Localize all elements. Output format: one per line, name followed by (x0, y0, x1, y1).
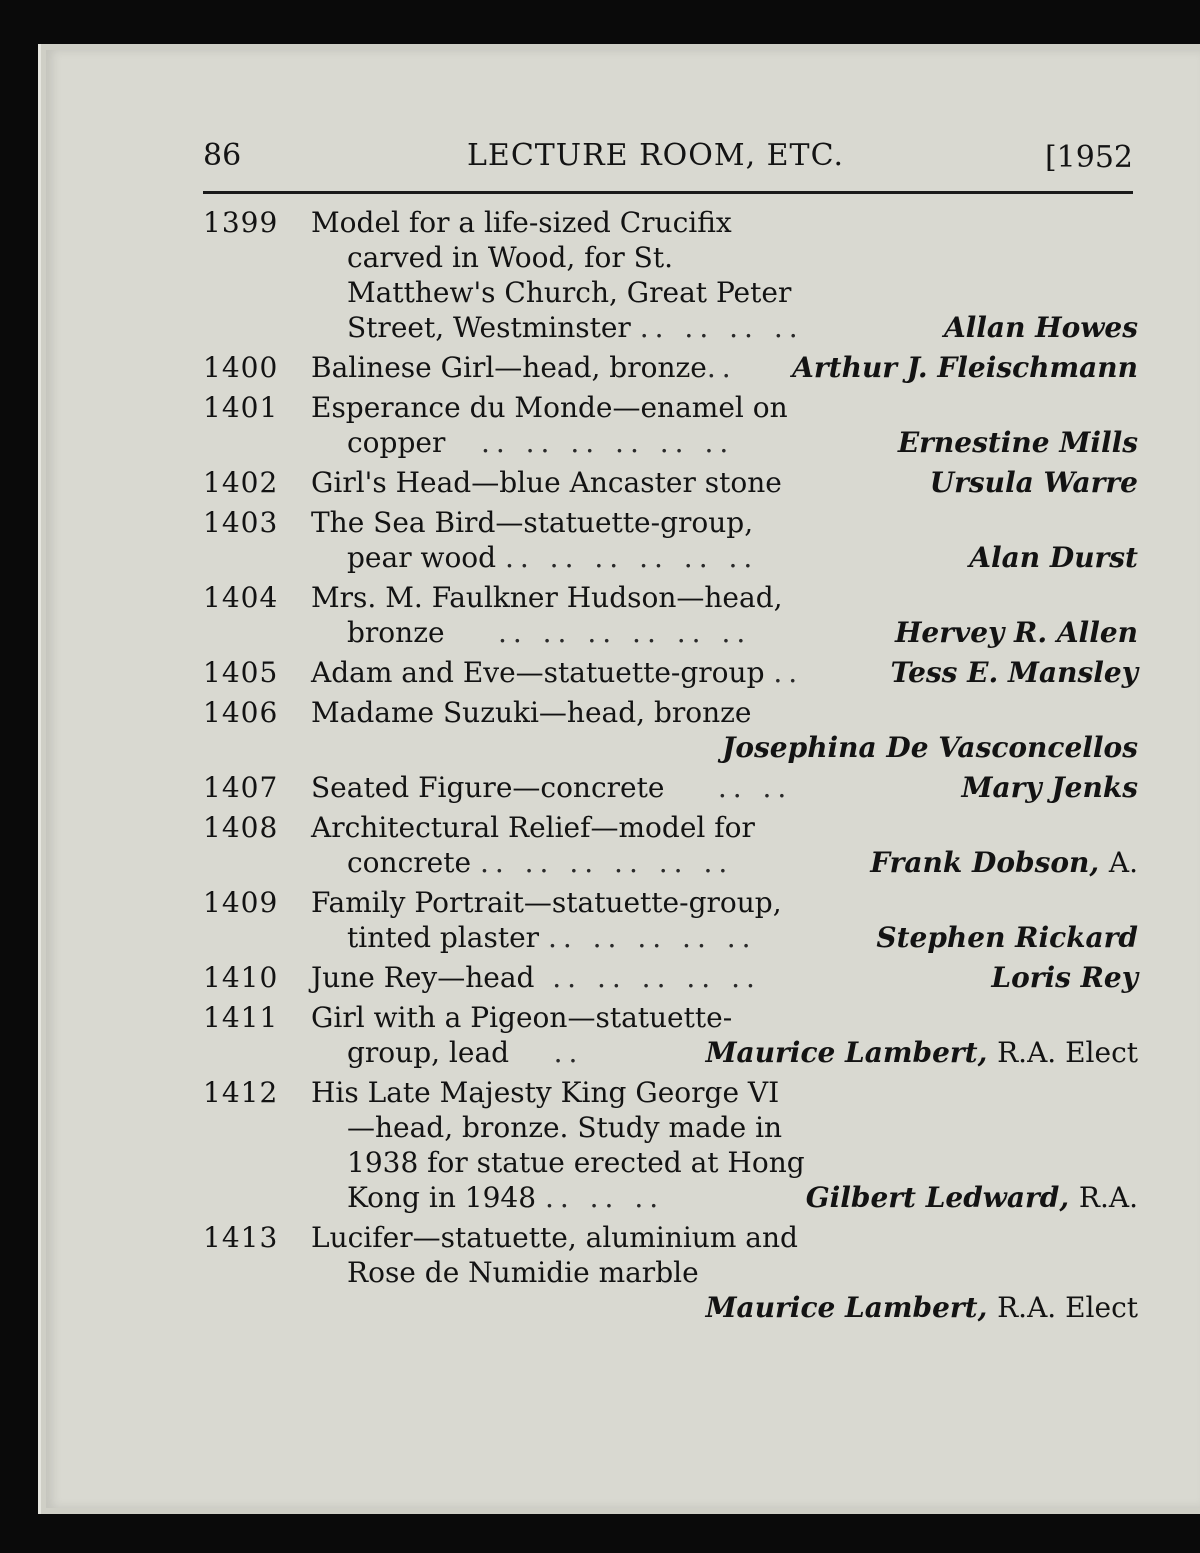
entry-title-line: Balinese Girl—head, bronze (311, 351, 707, 384)
entry-title-line: June Rey—head (311, 961, 535, 994)
dot-leader: .. .. (717, 771, 793, 804)
artist-name: Alan Durst (969, 541, 1138, 574)
entry-title-line: The Sea Bird—statuette-group, (311, 506, 754, 539)
artist-name: Arthur J. Fleischmann (792, 351, 1138, 384)
entry-title-line: Girl's Head—blue Ancaster stone (311, 466, 782, 499)
entry-number: 1399 (203, 206, 279, 239)
catalogue-entries (203, 205, 1138, 1325)
artist-name: Josephina De Vasconcellos (722, 731, 1138, 764)
running-head (203, 132, 1133, 182)
dot-leader: .. .. .. .. (639, 311, 804, 344)
artist-honour: R.A. (1078, 1181, 1138, 1214)
entry-title-line: Esperance du Monde—enamel on (311, 391, 788, 424)
entry-title-line: Family Portrait—statuette-group, (311, 886, 782, 919)
catalogue-entry (203, 810, 1138, 880)
dot-leader: .. .. .. .. .. (552, 961, 761, 994)
dot-leader: .. .. .. .. .. (547, 921, 757, 954)
dot-leader: .. (553, 1036, 584, 1069)
artist-name: Gilbert Ledward, R.A. (805, 1181, 1138, 1214)
catalogue-entry (203, 350, 1138, 385)
artist-name: Ursula Warre (929, 466, 1138, 499)
entry-title-line: His Late Majesty King George VI (311, 1076, 780, 1109)
dot-leader: .. (706, 351, 737, 384)
catalogue-entry (203, 205, 1138, 345)
dot-leader: .. (773, 656, 804, 689)
entry-number: 1406 (203, 696, 279, 729)
artist-honour: A. (1108, 846, 1138, 879)
artist-name: Maurice Lambert, R.A. Elect (705, 1036, 1138, 1069)
page-number: 86 (203, 138, 242, 173)
entry-title-line: pear wood (347, 541, 497, 574)
entry-number: 1409 (203, 886, 279, 919)
entry-number: 1408 (203, 811, 279, 844)
entry-title-line: Lucifer—statuette, aluminium and (311, 1221, 798, 1254)
entry-title-line: Girl with a Pigeon—statuette- (311, 1001, 733, 1034)
entry-number: 1404 (203, 581, 279, 614)
artist-name: Allan Howes (943, 311, 1138, 344)
entry-title-line: Mrs. M. Faulkner Hudson—head, (311, 581, 783, 614)
entry-title-line: Architectural Relief—model for (311, 811, 755, 844)
entry-title-line: —head, bronze. Study made in (347, 1111, 783, 1144)
dot-leader: .. .. .. .. .. .. (479, 846, 734, 879)
dot-leader: .. .. .. .. .. .. (497, 616, 752, 649)
dot-leader: .. .. .. (544, 1181, 665, 1214)
catalogue-entry (203, 505, 1138, 575)
entry-title-line: carved in Wood, for St. (347, 241, 674, 274)
artist-name: Stephen Rickard (876, 921, 1138, 954)
entry-number: 1400 (203, 351, 279, 384)
catalogue-entry (203, 885, 1138, 955)
catalogue-entry (203, 1075, 1138, 1215)
entry-title-line: Street, Westminster (347, 311, 631, 344)
entry-number: 1402 (203, 466, 279, 499)
artist-name: Mary Jenks (961, 771, 1138, 804)
entry-title-line: concrete (347, 846, 472, 879)
catalogue-entry (203, 1000, 1138, 1070)
header-rule (203, 191, 1133, 194)
entry-number: 1407 (203, 771, 279, 804)
artist-name: Tess E. Mansley (890, 656, 1138, 689)
entry-title-line: Kong in 1948 (347, 1181, 537, 1214)
entry-title-line: group, lead (347, 1036, 510, 1069)
artist-name: Frank Dobson, A. (870, 846, 1138, 879)
catalogue-entry (203, 580, 1138, 650)
entry-number: 1401 (203, 391, 279, 424)
catalogue-entry (203, 655, 1138, 690)
entry-title-line: Madame Suzuki—head, bronze (311, 696, 752, 729)
entry-number: 1411 (203, 1001, 279, 1034)
entry-title-line: bronze (347, 616, 445, 649)
artist-name: Hervey R. Allen (894, 616, 1138, 649)
entry-number: 1413 (203, 1221, 279, 1254)
dot-leader: .. .. .. .. .. .. (480, 426, 735, 459)
entry-title-line: tinted plaster (347, 921, 540, 954)
entry-title-line: Matthew's Church, Great Peter (347, 276, 792, 309)
catalogue-entry (203, 770, 1138, 805)
dot-leader: .. .. .. .. .. .. (504, 541, 759, 574)
exhibition-year: [1952 (1044, 140, 1133, 175)
entry-title-line: Seated Figure—concrete (311, 771, 665, 804)
catalogue-entry (203, 1220, 1138, 1325)
artist-honour: R.A. Elect (997, 1036, 1138, 1069)
catalogue-entry (203, 465, 1138, 500)
entry-title-line: Rose de Numidie marble (347, 1256, 699, 1289)
entry-number: 1412 (203, 1076, 279, 1109)
catalogue-entry (203, 695, 1138, 765)
entry-title-line: Adam and Eve—statuette-group (311, 656, 765, 689)
entry-number: 1410 (203, 961, 279, 994)
artist-name: Loris Rey (991, 961, 1138, 994)
artist-honour: R.A. Elect (997, 1291, 1138, 1324)
section-title: LECTURE ROOM, ETC. (467, 138, 844, 173)
entry-number: 1405 (203, 656, 279, 689)
entry-title-line: 1938 for statue erected at Hong (347, 1146, 805, 1179)
artist-name: Maurice Lambert, R.A. Elect (705, 1291, 1138, 1324)
entry-title-line: Model for a life-sized Crucifix (311, 206, 732, 239)
catalogue-entry (203, 390, 1138, 460)
entry-title-line: copper (347, 426, 446, 459)
catalogue-entry (203, 960, 1138, 995)
entry-number: 1403 (203, 506, 279, 539)
artist-name: Ernestine Mills (897, 426, 1138, 459)
